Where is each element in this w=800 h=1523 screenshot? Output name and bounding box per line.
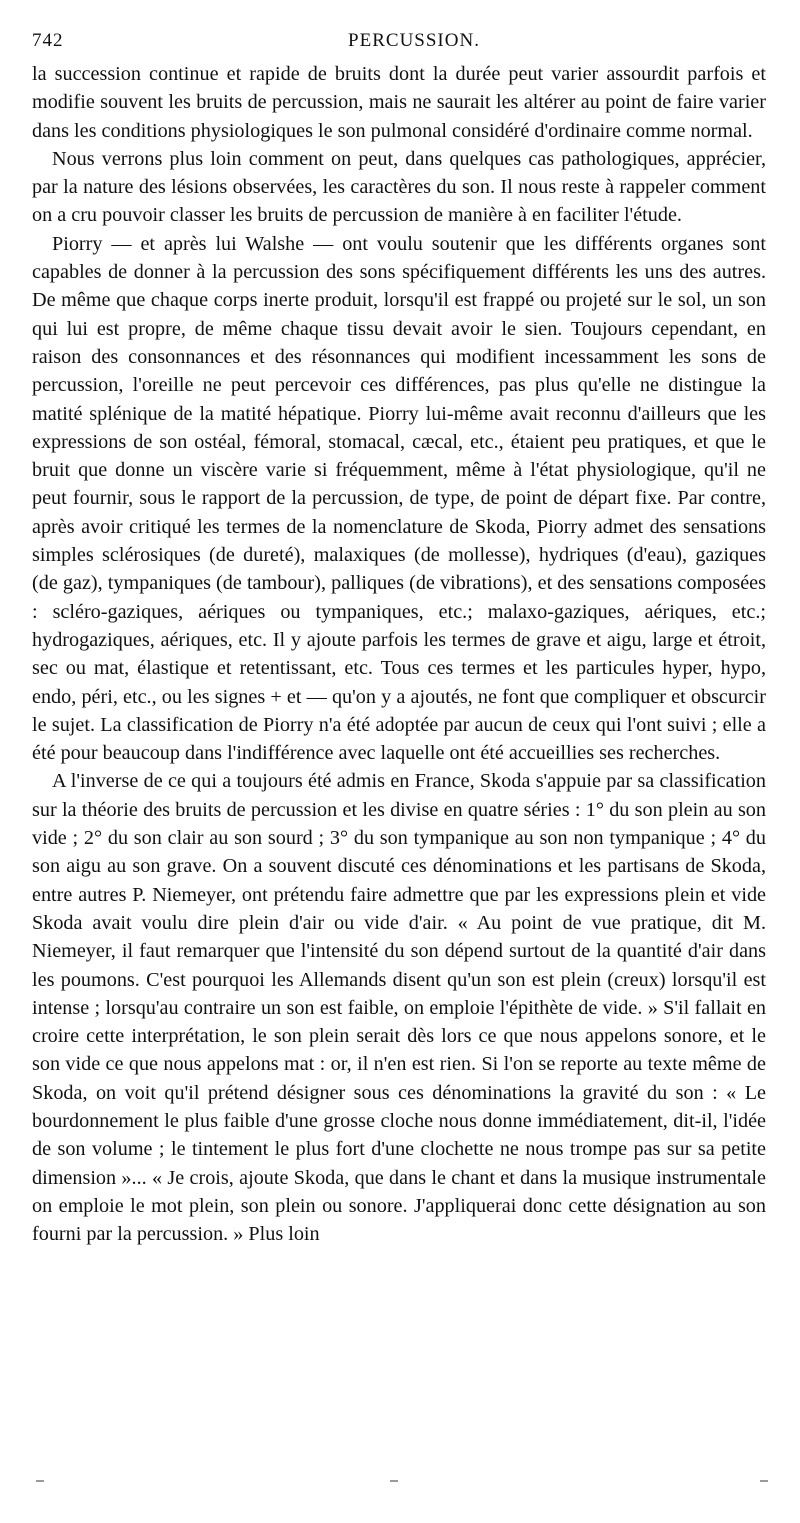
body-text: [32, 60, 766, 1248]
paragraph-continuation: la succession continue et rapide de bruits dont la durée peut varier assourdit parfois et modifie souvent les bruits de percussion, mais ne saurait les altérer au point de faire varier dans les conditions physiologiques le son pulmonal considéré d'ordinaire comme normal.: [32, 63, 766, 142]
paragraph-piorry: Piorry — et après lui Walshe — ont voulu soutenir que les différents organes sont capables de donner à la percussion des sons spécifiquement différents les uns des autres. De même que chaque corps inerte produit, lorsqu'il est frappé ou projeté sur le sol, un son qui lui est propre, de même chaque tissu devait avoir le sien. Toujours cependant, en raison des consonnances et des résonnances qui modifient incessamment les sons de percussion, l'oreille ne peut percevoir ces différences, pas plus qu'elle ne distingue la matité splénique de la matité hépatique. Piorry lui-même avait reconnu d'ailleurs que les expressions de son ostéal, fémoral, stomacal, cæcal, etc., étaient peu pratiques, et que le bruit que donne un viscère varie si fréquemment, même à l'état physiologique, qu'il ne peut fournir, sous le rapport de la percussion, de type, de point de départ fixe. Par contre, après avoir critiqué les termes de la nomenclature de Skoda, Piorry admet des sensations simples sclérosiques (de dureté), malaxiques (de mollesse), hydriques (d'eau), gaziques (de gaz), tympaniques (de tambour), palliques (de vibrations), et des sensations composées : scléro-gaziques, aériques ou tympaniques, etc.; malaxo-gaziques, aériques, etc.; hydrogaziques, aériques, etc. Il y ajoute parfois les termes de grave et aigu, large et étroit, sec ou mat, élastique et retentissant, etc. Tous ces termes et les particules hyper, hypo, endo, péri, etc., ou les signes + et — qu'on y a ajoutés, ne font que compliquer et obscurcir le sujet. La classification de Piorry n'a été adoptée par aucun de ceux qui l'ont suivi ; elle a été pour beaucoup dans l'indifférence avec laquelle ont été accueillies ses recherches.: [32, 232, 766, 765]
header-title: PERCUSSION.: [348, 30, 480, 51]
page-number: 742: [32, 30, 64, 51]
paragraph-skoda: A l'inverse de ce qui a toujours été admis en France, Skoda s'appuie par sa classification sur la théorie des bruits de percussion et les divise en quatre séries : 1° du son plein au son vide ; 2° du son clair au son sourd ; 3° du son tympanique au son non tympanique ; 4° du son aigu au son grave. On a souvent discuté ces dénominations et les partisans de Skoda, entre autres P. Niemeyer, ont prétendu faire admettre que par les expressions plein et vide Skoda avait voulu dire plein d'air ou vide d'air. « Au point de vue pratique, dit M. Niemeyer, il faut remarquer que l'intensité du son dépend surtout de la quantité d'air dans les poumons. C'est pourquoi les Allemands disent qu'un son est plein (creux) lorsqu'il est intense ; lorsqu'au contraire un son est faible, on emploie l'épithète de vide. » S'il fallait en croire cette interprétation, le son plein serait dès lors ce que nous appelons sonore, et le son vide ce que nous appelons mat : or, il n'en est rien. Si l'on se reporte au texte même de Skoda, on voit qu'il prétend désigner sous ces dénominations la gravité du son : « Le bourdonnement le plus faible d'une grosse cloche nous donne immédiatement, dit-il, l'idée de son volume ; le tintement le plus fort d'une clochette ne nous trompe pas sur sa petite dimension »... « Je crois, ajoute Skoda, que dans le chant et dans la musique instrumentale on emploie le mot plein, son plein ou sonore. J'appliquerai donc cette désignation au son fourni par la percussion. » Plus loin: [32, 770, 766, 1246]
scan-mark: [390, 1480, 398, 1482]
book-page: [32, 30, 766, 1248]
running-head: [32, 30, 766, 56]
paragraph-classification-intro: Nous verrons plus loin comment on peut, dans quelques cas pathologiques, apprécier, par la nature des lésions observées, les caractères du son. Il nous reste à rappeler comment on a cru pouvoir classer les bruits de percussion de manière à en faciliter l'étude.: [32, 147, 766, 227]
scan-mark: [36, 1480, 44, 1482]
scan-mark: [760, 1480, 768, 1482]
